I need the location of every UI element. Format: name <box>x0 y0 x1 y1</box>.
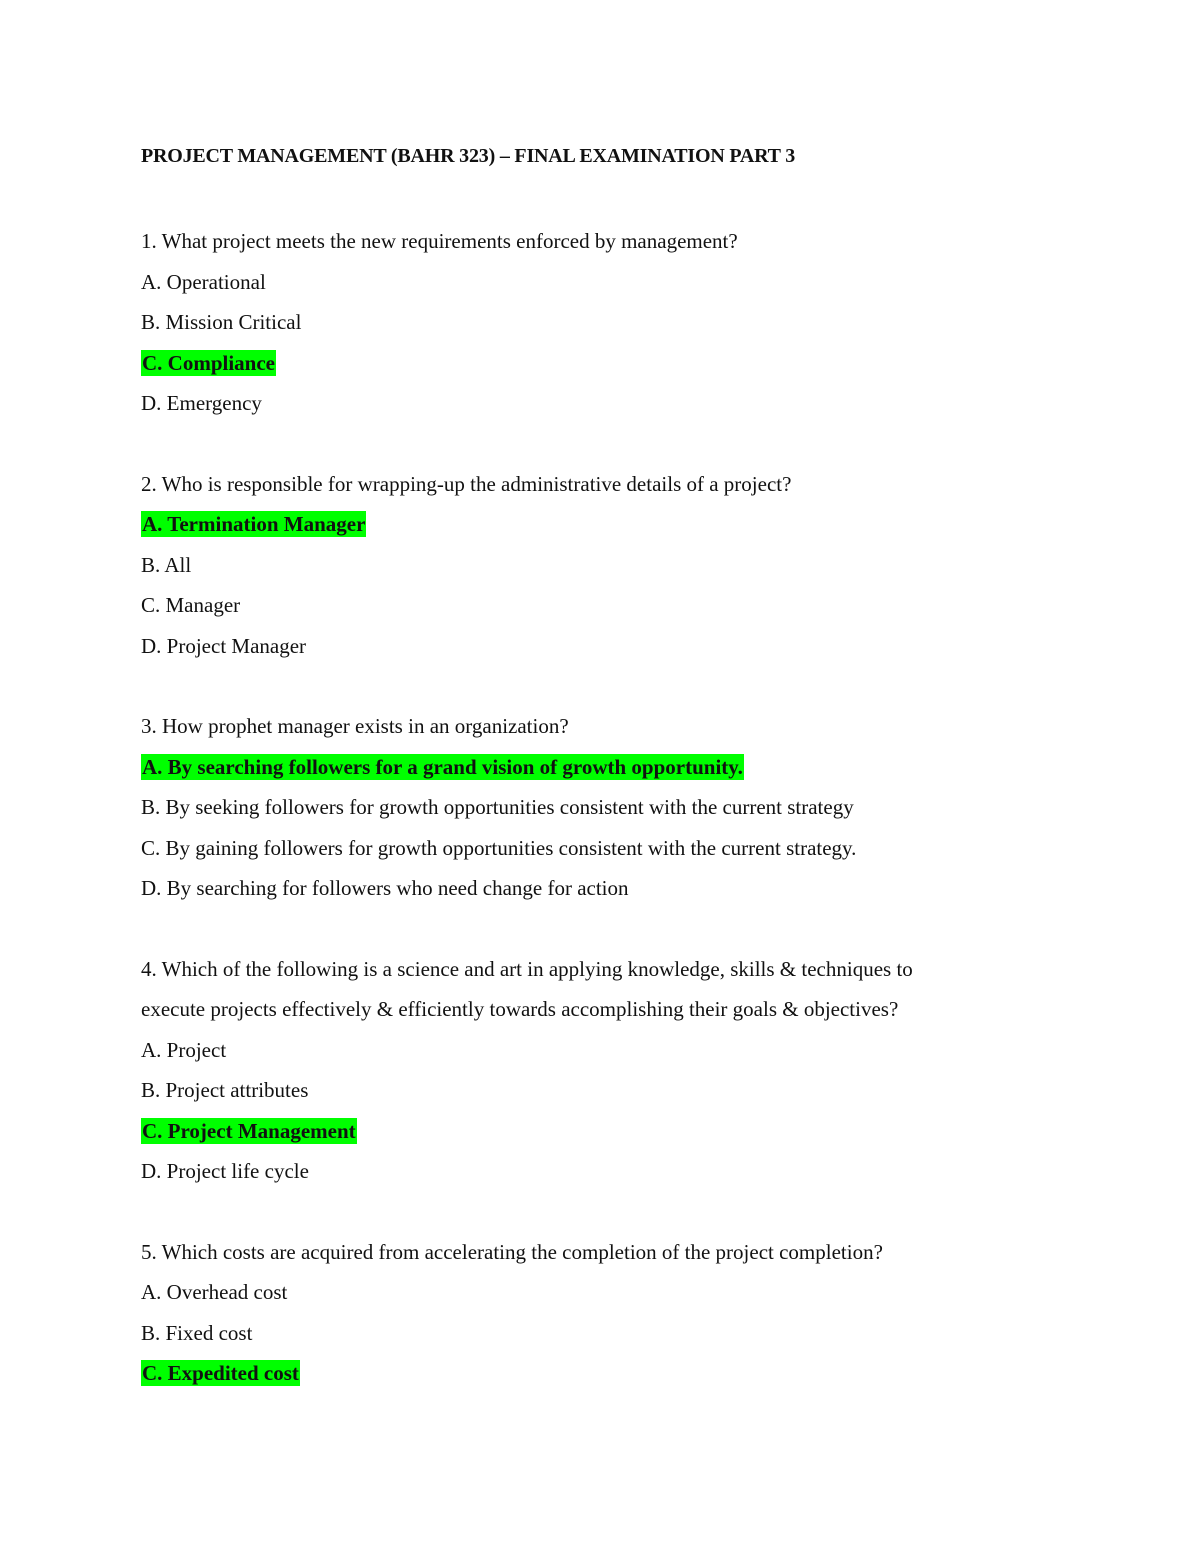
highlighted-answer: C. Compliance <box>142 350 275 375</box>
document-title: PROJECT MANAGEMENT (BAHR 323) – FINAL EXAMINATION PART 3 <box>141 145 796 167</box>
question-1 <box>141 221 1041 424</box>
question-text: 5. Which costs are acquired from accelerating the completion of the project completion? <box>141 1239 883 1264</box>
option-a <box>141 1030 1041 1071</box>
option-c-correct <box>141 1353 1041 1394</box>
option-a-correct <box>141 504 1041 545</box>
question-text: 3. How prophet manager exists in an organization? <box>141 714 569 738</box>
question-2 <box>141 464 1041 667</box>
option-c-correct <box>141 343 1041 384</box>
question-4 <box>141 949 1041 1192</box>
option-c <box>141 585 1041 626</box>
question-text-line-2: execute projects effectively & efficiently towards accomplishing their goals & objectives? <box>141 997 899 1021</box>
option-c <box>141 828 1041 869</box>
option-text: D. By searching for followers who need change for action <box>141 876 629 900</box>
option-text: A. Overhead cost <box>141 1280 288 1304</box>
option-b <box>141 302 1041 343</box>
option-text: B. Fixed cost <box>141 1320 253 1345</box>
option-text: D. Project life cycle <box>141 1159 309 1183</box>
question-3 <box>141 706 1041 909</box>
option-text: B. Mission Critical <box>141 310 302 334</box>
highlighted-answer: C. Expedited cost <box>142 1361 299 1385</box>
option-text: B. By seeking followers for growth opportunities consistent with the current strategy <box>141 795 854 819</box>
question-text: 2. Who is responsible for wrapping-up the administrative details of a project? <box>141 471 792 496</box>
option-d <box>141 383 1041 424</box>
question-text: 1. What project meets the new requirements enforced by management? <box>141 229 738 253</box>
option-text: B. Project attributes <box>141 1078 309 1102</box>
option-b <box>141 545 1041 586</box>
option-text: D. Project Manager <box>141 633 307 658</box>
option-a <box>141 1272 1041 1313</box>
option-a <box>141 262 1041 303</box>
highlighted-answer: C. Project Management <box>142 1118 356 1143</box>
option-b <box>141 1070 1041 1111</box>
option-d <box>141 626 1041 667</box>
highlighted-answer: A. Termination Manager <box>142 512 366 536</box>
option-d <box>141 1151 1041 1192</box>
option-c-correct <box>141 1111 1041 1152</box>
option-a-correct <box>141 747 1041 788</box>
option-text: B. All <box>141 552 192 577</box>
document-page <box>141 140 1041 1434</box>
option-text: A. Project <box>141 1037 227 1062</box>
option-text: A. Operational <box>141 269 266 294</box>
option-d <box>141 868 1041 909</box>
question-5 <box>141 1232 1041 1394</box>
option-text: C. By gaining followers for growth opportunities consistent with the current strategy. <box>141 835 857 860</box>
option-b <box>141 787 1041 828</box>
question-text-line-1: 4. Which of the following is a science and art in applying knowledge, skills & techniques to <box>141 956 913 981</box>
option-text: D. Emergency <box>141 391 262 415</box>
highlighted-answer: A. By searching followers for a grand vision of growth opportunity. <box>142 754 743 779</box>
option-text: C. Manager <box>141 593 241 617</box>
option-b <box>141 1313 1041 1354</box>
